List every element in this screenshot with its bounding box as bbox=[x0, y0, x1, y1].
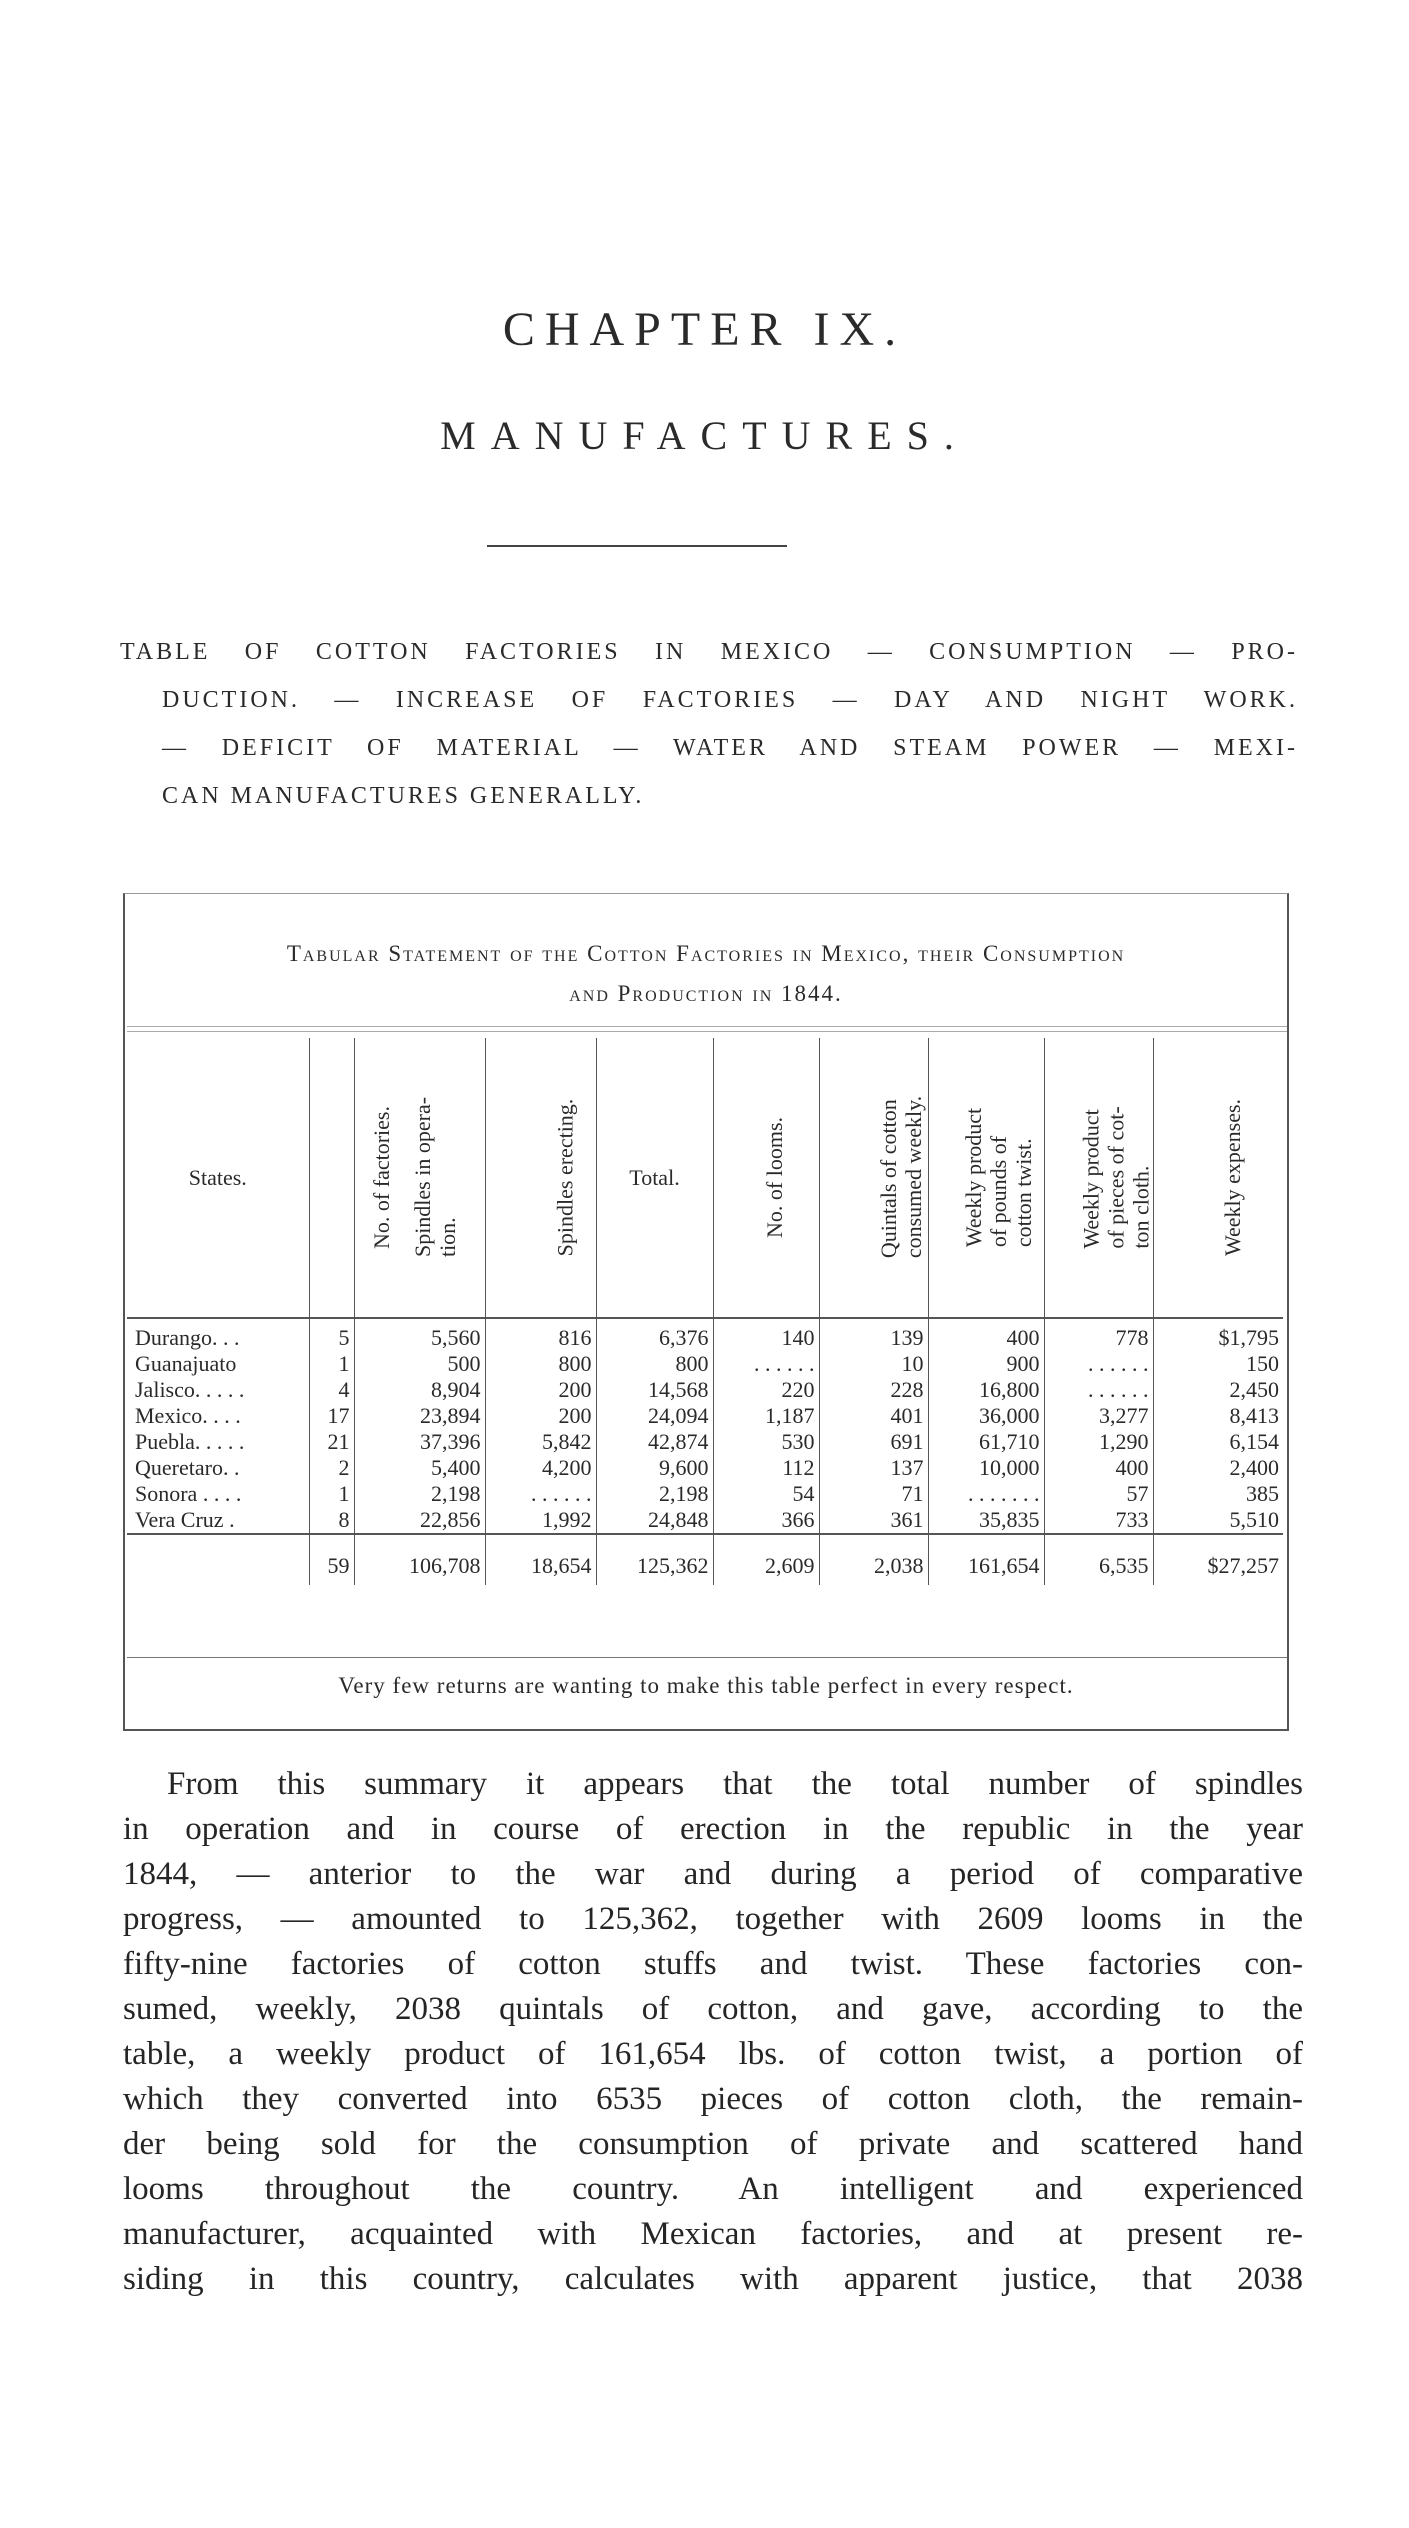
body-line: progress, — amounted to 125,362, together with 2609 looms in the bbox=[123, 1901, 1303, 1937]
caption-divider bbox=[127, 1031, 1287, 1032]
table-cell: 5,560 bbox=[354, 1318, 485, 1351]
table-cell: 361 bbox=[819, 1507, 928, 1534]
table-cell: 106,708 bbox=[354, 1534, 485, 1585]
table-cell: 42,874 bbox=[596, 1429, 713, 1455]
body-paragraph bbox=[123, 1762, 1303, 2302]
body-line: manufacturer, acquainted with Mexican factories, and at present re- bbox=[123, 2216, 1303, 2252]
header-states: States. bbox=[188, 1164, 247, 1190]
table-cell: Puebla. . . . . bbox=[135, 1429, 245, 1454]
title-divider bbox=[487, 545, 787, 547]
table-cell: 400 bbox=[928, 1318, 1044, 1351]
table-cell: 3,277 bbox=[1044, 1403, 1153, 1429]
table-cell: 137 bbox=[819, 1455, 928, 1481]
table-caption-line: Tabular Statement of the Cotton Factories in Mexico, their Consumption bbox=[286, 941, 1126, 966]
summary-line: — DEFICIT OF MATERIAL — WATER AND STEAM POWER — MEXI- bbox=[162, 735, 1298, 761]
table-cell: 6,535 bbox=[1044, 1534, 1153, 1585]
table-cell: 9,600 bbox=[596, 1455, 713, 1481]
table-footnote: Very few returns are wanting to make this table perfect in every respect. bbox=[338, 1673, 1074, 1698]
summary-line: TABLE OF COTTON FACTORIES IN MEXICO — CONSUMPTION — PRO- bbox=[120, 639, 1298, 665]
table-cell: 22,856 bbox=[354, 1507, 485, 1534]
body-line: fifty-nine factories of cotton stuffs and twist. These factories con- bbox=[123, 1946, 1303, 1982]
body-line: der being sold for the consumption of private and scattered hand bbox=[123, 2126, 1303, 2162]
header-total: Total. bbox=[596, 1038, 713, 1318]
table-cell: . . . . . . bbox=[713, 1351, 819, 1377]
table-cell: 530 bbox=[713, 1429, 819, 1455]
table-cell: . . . . . . bbox=[485, 1481, 596, 1507]
note-divider bbox=[127, 1657, 1287, 1658]
table-cell: 112 bbox=[713, 1455, 819, 1481]
table-cell: 1,187 bbox=[713, 1403, 819, 1429]
table-cell: 71 bbox=[819, 1481, 928, 1507]
table-cell: $27,257 bbox=[1153, 1534, 1283, 1585]
table-cell: 4 bbox=[309, 1377, 354, 1403]
body-line: looms throughout the country. An intelligent and experienced bbox=[123, 2171, 1303, 2207]
header-weekly-twist: Weekly product of pounds of cotton twist. bbox=[928, 1038, 1044, 1318]
table-row bbox=[127, 1455, 1283, 1481]
summary-line: DUCTION. — INCREASE OF FACTORIES — DAY AND NIGHT WORK. bbox=[162, 687, 1298, 713]
table-cell: 2,198 bbox=[354, 1481, 485, 1507]
table-cell: 37,396 bbox=[354, 1429, 485, 1455]
table-cell: 1,992 bbox=[485, 1507, 596, 1534]
cotton-factories-table-box bbox=[123, 893, 1289, 1731]
table-cell: Sonora . . . . bbox=[135, 1481, 242, 1506]
chapter-summary bbox=[120, 628, 1298, 820]
table-cell: 800 bbox=[596, 1351, 713, 1377]
table-cell: 200 bbox=[485, 1377, 596, 1403]
table-row bbox=[127, 1318, 1283, 1351]
table-cell: 6,376 bbox=[596, 1318, 713, 1351]
table-cell: 800 bbox=[485, 1351, 596, 1377]
table-cell: 140 bbox=[713, 1318, 819, 1351]
table-cell: Mexico. . . . bbox=[135, 1403, 241, 1428]
table-caption bbox=[125, 934, 1287, 1014]
table-cell: 2,400 bbox=[1153, 1455, 1283, 1481]
table-cell: 2,609 bbox=[713, 1534, 819, 1585]
table-cell: 16,800 bbox=[928, 1377, 1044, 1403]
header-spindles-operation: Spindles in opera- tion. bbox=[354, 1038, 485, 1318]
table-cell: 733 bbox=[1044, 1507, 1153, 1534]
table-header-row bbox=[127, 1038, 1283, 1318]
table-cell: 401 bbox=[819, 1403, 928, 1429]
table-cell: 17 bbox=[309, 1403, 354, 1429]
summary-line: CAN MANUFACTURES GENERALLY. bbox=[162, 783, 645, 809]
table-cell: 35,835 bbox=[928, 1507, 1044, 1534]
table-caption-line: and Production in 1844. bbox=[569, 981, 843, 1006]
header-spindles-erecting: Spindles erecting. bbox=[485, 1038, 596, 1318]
table-cell: 200 bbox=[485, 1403, 596, 1429]
table-row bbox=[127, 1429, 1283, 1455]
table-cell: 691 bbox=[819, 1429, 928, 1455]
table-cell: 5,842 bbox=[485, 1429, 596, 1455]
table-cell: 220 bbox=[713, 1377, 819, 1403]
table-cell: 23,894 bbox=[354, 1403, 485, 1429]
table-row bbox=[127, 1351, 1283, 1377]
table-row bbox=[127, 1507, 1283, 1534]
body-line: sumed, weekly, 2038 quintals of cotton, and gave, according to the bbox=[123, 1991, 1303, 2027]
body-line: which they converted into 6535 pieces of cotton cloth, the remain- bbox=[123, 2081, 1303, 2117]
table-row bbox=[127, 1481, 1283, 1507]
table-cell: 161,654 bbox=[928, 1534, 1044, 1585]
header-looms: No. of looms. bbox=[713, 1038, 819, 1318]
table-cell: Vera Cruz . bbox=[135, 1507, 235, 1532]
table-cell: 61,710 bbox=[928, 1429, 1044, 1455]
table-cell: 10 bbox=[819, 1351, 928, 1377]
header-quintals: Quintals of cotton consumed weekly. bbox=[819, 1038, 928, 1318]
body-line: table, a weekly product of 161,654 lbs. of cotton twist, a portion of bbox=[123, 2036, 1303, 2072]
table-cell: 57 bbox=[1044, 1481, 1153, 1507]
table-cell: 400 bbox=[1044, 1455, 1153, 1481]
table-cell: 5 bbox=[309, 1318, 354, 1351]
table-cell: Queretaro. . bbox=[135, 1455, 240, 1480]
table-cell: 778 bbox=[1044, 1318, 1153, 1351]
table-cell: 816 bbox=[485, 1318, 596, 1351]
table-cell: 2,198 bbox=[596, 1481, 713, 1507]
caption-divider bbox=[127, 1026, 1287, 1027]
table-cell: $1,795 bbox=[1153, 1318, 1283, 1351]
table-cell: Guanajuato bbox=[135, 1351, 237, 1376]
table-cell: 8,413 bbox=[1153, 1403, 1283, 1429]
table-cell: 24,848 bbox=[596, 1507, 713, 1534]
table-cell: 1 bbox=[309, 1351, 354, 1377]
table-cell: 8 bbox=[309, 1507, 354, 1534]
table-cell: . . . . . . bbox=[1044, 1377, 1153, 1403]
table-cell: 6,154 bbox=[1153, 1429, 1283, 1455]
table-cell: 18,654 bbox=[485, 1534, 596, 1585]
table-cell: 14,568 bbox=[596, 1377, 713, 1403]
header-weekly-expenses: Weekly expenses. bbox=[1153, 1038, 1283, 1318]
table-cell: 900 bbox=[928, 1351, 1044, 1377]
table-cell: 1 bbox=[309, 1481, 354, 1507]
table-row bbox=[127, 1377, 1283, 1403]
table-cell: 228 bbox=[819, 1377, 928, 1403]
table-cell: 139 bbox=[819, 1318, 928, 1351]
table-cell: 8,904 bbox=[354, 1377, 485, 1403]
table-totals-row bbox=[127, 1534, 1283, 1585]
table-cell: 4,200 bbox=[485, 1455, 596, 1481]
table-cell: 10,000 bbox=[928, 1455, 1044, 1481]
table-cell: 21 bbox=[309, 1429, 354, 1455]
body-line: From this summary it appears that the total number of spindles bbox=[167, 1766, 1303, 1802]
table-cell: 150 bbox=[1153, 1351, 1283, 1377]
table-cell: 5,510 bbox=[1153, 1507, 1283, 1534]
chapter-subtitle: MANUFACTURES. bbox=[440, 413, 969, 458]
table-cell: 1,290 bbox=[1044, 1429, 1153, 1455]
header-factories: No. of factories. bbox=[309, 1038, 354, 1318]
table-cell: . . . . . . . bbox=[928, 1481, 1044, 1507]
table-cell: 2 bbox=[309, 1455, 354, 1481]
table-cell: 5,400 bbox=[354, 1455, 485, 1481]
table-cell: 500 bbox=[354, 1351, 485, 1377]
table-cell: 59 bbox=[309, 1534, 354, 1585]
table-cell: Jalisco. . . . . bbox=[135, 1377, 245, 1402]
chapter-title: CHAPTER IX. bbox=[502, 303, 907, 356]
table-body bbox=[127, 1318, 1283, 1534]
table-cell: . . . . . . bbox=[1044, 1351, 1153, 1377]
body-line: in operation and in course of erection in the republic in the year bbox=[123, 1811, 1303, 1847]
table-cell: Durango. . . bbox=[127, 1318, 309, 1351]
header-weekly-cloth: Weekly product of pieces of cot- ton cloth. bbox=[1044, 1038, 1153, 1318]
table-cell: 366 bbox=[713, 1507, 819, 1534]
table-cell: 385 bbox=[1153, 1481, 1283, 1507]
table-cell bbox=[127, 1534, 309, 1585]
table-cell: 24,094 bbox=[596, 1403, 713, 1429]
cotton-factories-table bbox=[127, 1038, 1283, 1585]
table-cell: 2,450 bbox=[1153, 1377, 1283, 1403]
table-cell: 36,000 bbox=[928, 1403, 1044, 1429]
body-line: 1844, — anterior to the war and during a period of comparative bbox=[123, 1856, 1303, 1892]
table-cell: 125,362 bbox=[596, 1534, 713, 1585]
body-line: siding in this country, calculates with apparent justice, that 2038 bbox=[123, 2261, 1303, 2297]
table-row bbox=[127, 1403, 1283, 1429]
table-cell: 54 bbox=[713, 1481, 819, 1507]
table-cell: 2,038 bbox=[819, 1534, 928, 1585]
